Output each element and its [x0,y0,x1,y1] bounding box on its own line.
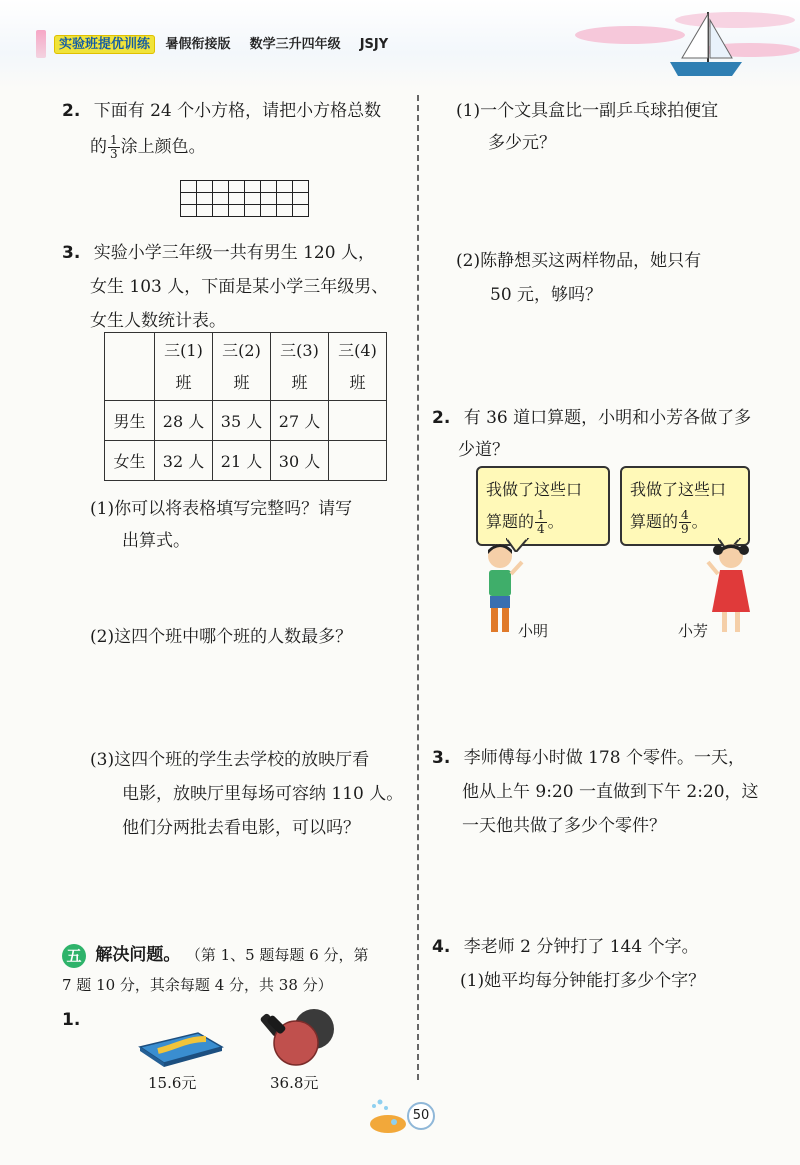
question-text: 有 36 道口算题，小明和小芳各做了多 [463,408,752,428]
grid-cell[interactable] [197,205,213,217]
question-text: 实验小学三年级一共有男生 120 人， [93,243,375,263]
right-q4-line1 [432,932,699,957]
fraction-denominator: 3 [110,147,118,161]
submarine-fish-icon [362,1098,412,1138]
paddles-price: 36.8元 [270,1074,319,1092]
right-q1-sub2-line2: 50 元，够吗？ [490,285,603,305]
left-q3-sub2: (2)这四个班中哪个班的人数最多？ [90,627,353,647]
grid-cell[interactable] [197,181,213,193]
right-q1-sub2-line1: (2)陈静想买这两样物品，她只有 [456,251,702,271]
grid-cell[interactable] [261,181,277,193]
header-text [54,33,388,52]
grid-cell[interactable] [245,193,261,205]
grid-cell[interactable] [181,205,197,217]
pencil-box-illustration [136,1025,226,1067]
boat-hull-shape [670,62,742,76]
grid-cell[interactable] [245,181,261,193]
question-text: 李老师 2 分钟打了 144 个字。 [463,937,699,957]
right-q4-sub1: (1)她平均每分钟能打多少个字？ [460,971,706,991]
table-header-cell: 三(4) 班 [329,333,387,401]
section-number-icon: 五 [62,944,86,968]
table-cell: 32 人 [155,441,213,481]
fraction [108,134,120,161]
table-cell: 21 人 [213,441,271,481]
header-accent-bar [36,30,46,58]
ping-pong-paddles-illustration [258,1005,338,1067]
question-number: 2. [432,408,451,428]
right-q1-sub1-line2: 多少元？ [488,133,556,153]
grid-cell[interactable] [213,193,229,205]
page-number: 50 [407,1102,435,1130]
question-text: 的 [90,137,107,157]
table-cell: 28 人 [155,401,213,441]
right-q3-line1 [432,743,745,768]
table-cell: 30 人 [271,441,329,481]
pencil-box-price: 15.6元 [148,1074,197,1092]
left-q3-line1 [62,238,375,263]
grid-cell[interactable] [293,181,309,193]
grid-cell[interactable] [293,193,309,205]
series-tag: 实验班提优训练 [54,35,155,54]
girl-xiaofang-illustration [704,540,758,640]
grid-cell[interactable] [277,193,293,205]
question-text: 涂上颜色。 [120,137,206,157]
section5-note-line2: 7 题 10 分，其余每题 4 分，共 38 分） [62,976,333,994]
pink-cloud-shape [675,12,795,28]
grid-cell[interactable] [277,181,293,193]
grid-cell[interactable] [229,193,245,205]
right-q3-line3: 一天他共做了多少个零件？ [462,816,666,836]
class-stat-table [104,332,387,481]
question-number: 4. [432,937,451,957]
question-text: 李师傅每小时做 178 个零件。一天， [463,748,745,768]
left-q3-sub3-line1: (3)这四个班的学生去学校的放映厅看 [90,750,370,770]
question-text: 下面有 24 个小方格，请把小方格总数 [93,101,382,121]
header-sailboat-illustration [560,0,800,85]
pink-cloud-shape [575,26,685,44]
right-q2-line2: 少道？ [458,440,509,460]
table-row-label: 女生 [105,441,155,481]
left-q3-sub3-line3: 他们分两批去看电影，可以吗？ [122,818,360,838]
right-q3-line2: 他从上午 9:20 一直做到下午 2:20，这 [462,782,759,802]
left-q3-line3: 女生人数统计表。 [90,311,226,331]
question-number: 3. [432,748,451,768]
left-q2-line1 [62,96,381,121]
question-number: 2. [62,101,81,121]
question-number: 3. [62,243,81,263]
grid-cell[interactable] [229,181,245,193]
character-name-xiaofang: 小芳 [678,622,709,640]
subject-grade-label: 数学三升四年级 [249,37,341,52]
grid-cell[interactable] [245,205,261,217]
edition-label: 暑假衔接版 [165,37,231,52]
section-note: （第 1、5 题每题 6 分，第 [185,946,369,964]
publisher-code: JSJY [359,37,389,52]
column-divider [417,95,419,1080]
left-q3-sub1-line1: (1)你可以将表格填写完整吗？请写 [90,499,353,519]
fraction-numerator: 1 [110,133,118,147]
grid-cell[interactable] [181,181,197,193]
fraction: $\frac{1}{4}$ [537,508,545,536]
grid-cell[interactable] [213,205,229,217]
table-corner-cell [105,333,155,401]
grid-cell[interactable] [293,205,309,217]
grid-cell[interactable] [197,193,213,205]
speech-bubble-xiaoming: 我做了这些口 算题的 $\frac{1}{4}$ 。 [476,466,610,546]
square-grid-24 [180,180,309,217]
left-q3-sub3-line2: 电影，放映厅里每场可容纳 110 人。 [122,784,404,804]
table-cell: 27 人 [271,401,329,441]
table-row [105,441,387,481]
table-header-cell: 三(2) 班 [213,333,271,401]
table-row-label: 男生 [105,401,155,441]
fraction: $\frac{4}{9}$ [681,508,689,536]
speech-bubble-xiaofang: 我做了这些口 算题的 $\frac{4}{9}$ 。 [620,466,750,546]
table-header-cell: 三(1) 班 [155,333,213,401]
table-cell: 35 人 [213,401,271,441]
grid-cell[interactable] [181,193,197,205]
section5-heading [62,940,369,968]
right-q2-line1 [432,403,751,428]
grid-cell[interactable] [229,205,245,217]
table-row [105,401,387,441]
grid-cell[interactable] [277,205,293,217]
table-header-cell: 三(3) 班 [271,333,329,401]
right-q1-sub1-line1: (1)一个文具盒比一副乒乓球拍便宜 [456,101,719,121]
left-q1-number: 1. [62,1010,81,1030]
left-q3-line2: 女生 103 人，下面是某小学三年级男、 [90,277,389,297]
section-title: 解决问题。 [95,945,181,965]
grid-cell[interactable] [213,181,229,193]
grid-cell[interactable] [261,205,277,217]
left-q2-line2 [90,132,206,161]
grid-cell[interactable] [261,193,277,205]
left-q3-sub1-line2: 出算式。 [122,531,190,551]
character-name-xiaoming: 小明 [518,622,549,640]
table-cell-blank[interactable] [329,441,387,481]
table-cell-blank[interactable] [329,401,387,441]
